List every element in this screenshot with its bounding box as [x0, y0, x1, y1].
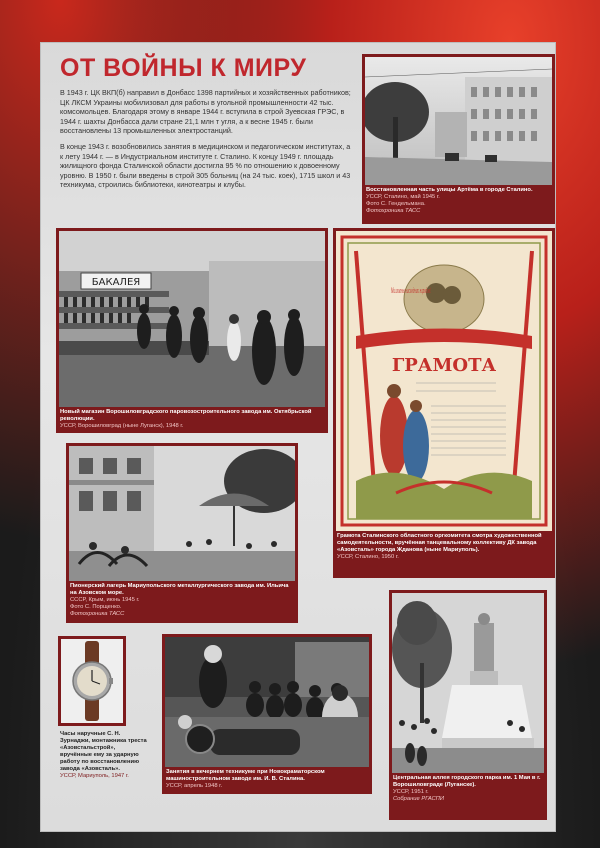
photo-card-camp [66, 443, 298, 623]
gramota-caption-meta: УССР, Сталино, 1950 г. [337, 554, 399, 560]
watch-caption-title: Часы наручные С. Н. Зурнаджи, монтажника треста «Азовстальстрой», вручённые ему за ударную работу по восстановлению завода «Азовсталь». [60, 731, 147, 772]
park-photo [392, 593, 544, 773]
gramota-caption-title: Грамота Сталинского областного оргкомитета смотра художественной самодеятельности, вручённая танцевальному коллективу ДК завода «Азовсталь» города Жданова (ныне Мариуполь). [337, 533, 542, 553]
photo-card-street [362, 54, 555, 224]
school-caption [166, 769, 368, 790]
street-caption-photographer: Фото С. Гендельмана. [366, 201, 426, 207]
camp-caption [70, 583, 294, 618]
street-caption-meta: УССР, Сталино, май 1945 г. [366, 194, 440, 200]
camp-caption-credit: Фотохроника ТАСС [70, 611, 125, 617]
gramota-heading: ГРАМОТА [391, 355, 497, 376]
photo-card-school [162, 634, 372, 794]
camp-photo [69, 446, 295, 581]
school-caption-meta: УССР, апрель 1948 г. [166, 783, 223, 789]
street-caption-title: Восстановленная часть улицы Артёма в городе Сталино. [366, 187, 533, 193]
store-caption-title: Новый магазин Ворошиловградского паровозостроительного завода им. Октябрьской революции. [60, 409, 312, 422]
watch-photo [61, 639, 123, 723]
photo-card-watch [58, 636, 126, 726]
store-caption [60, 409, 324, 430]
gramota-banner-text: Миллионы наследник народов! [390, 287, 432, 295]
school-photo [165, 637, 369, 767]
store-photo [59, 231, 325, 407]
camp-caption-meta: СССР, Крым, июнь 1945 г. [70, 597, 140, 603]
intro-text [60, 88, 352, 196]
store-caption-meta: УССР, Ворошиловград (ныне Луганск), 1948 г. [60, 423, 184, 429]
store-sign-text: БАКАЛЕЯ [91, 277, 141, 288]
camp-caption-photographer: Фото С. Порщенко. [70, 604, 122, 610]
page-title: ОТ ВОЙНЫ К МИРУ [60, 54, 307, 82]
park-caption-title: Центральная аллея городского парка им. 1 Мая в г. Ворошиловграде (Луганске). [393, 775, 541, 788]
gramota-caption [337, 533, 551, 561]
park-caption-credit: Собрание РГАСПИ [393, 796, 445, 802]
intro-paragraph-1: В 1943 г. ЦК ВКП(б) направил в Донбасс 1398 партийных и хозяйственных работников; ЦК ЛКСМ Украины мобилизовал для работы в угольной промышленности 42 тыс. комсомольцев. Благодаря этому в январе 1944 г. вступила в строй Зуевская ГРЭС, в 1944 г. шахты Донбасса дали стране 21,1 млн т угля, а к весне 1945 г. были восстановлены 13 промышленных электростанций. [60, 88, 351, 136]
school-caption-title: Занятия в вечернем техникуме при Новокраматорском машиностроительном заводе им. И. В. Сталина. [166, 769, 325, 782]
street-caption [366, 187, 551, 215]
photo-card-park [389, 590, 547, 820]
park-caption [393, 775, 543, 803]
park-caption-meta: УССР, 1951 г. [393, 789, 429, 795]
watch-caption [60, 731, 148, 780]
watch-caption-meta: УССР, Мариуполь, 1947 г. [60, 773, 129, 779]
gramota-image [336, 231, 552, 531]
street-photo [365, 57, 552, 185]
photo-card-store [56, 228, 328, 433]
street-caption-credit: Фотохроника ТАСС [366, 208, 421, 214]
intro-paragraph-2: В конце 1943 г. возобновились занятия в медицинском и педагогическом институтах, а к лету 1944 г. — в Индустриальном институте г. Сталино. К концу 1949 г. площадь жилищного фонда Сталинской области достигла 95 % по отношению к довоенному уровню. В 1950 г. были введены в строй 305 больниц (на 24 тыс. коек), 1715 школ и 43 техникума, строились библиотеки, кинотеатры и клубы. [60, 141, 351, 190]
camp-caption-title: Пионерский лагерь Мариупольского металлургического завода им. Ильича на Азовском море. [70, 583, 289, 596]
photo-card-gramota [333, 228, 555, 578]
